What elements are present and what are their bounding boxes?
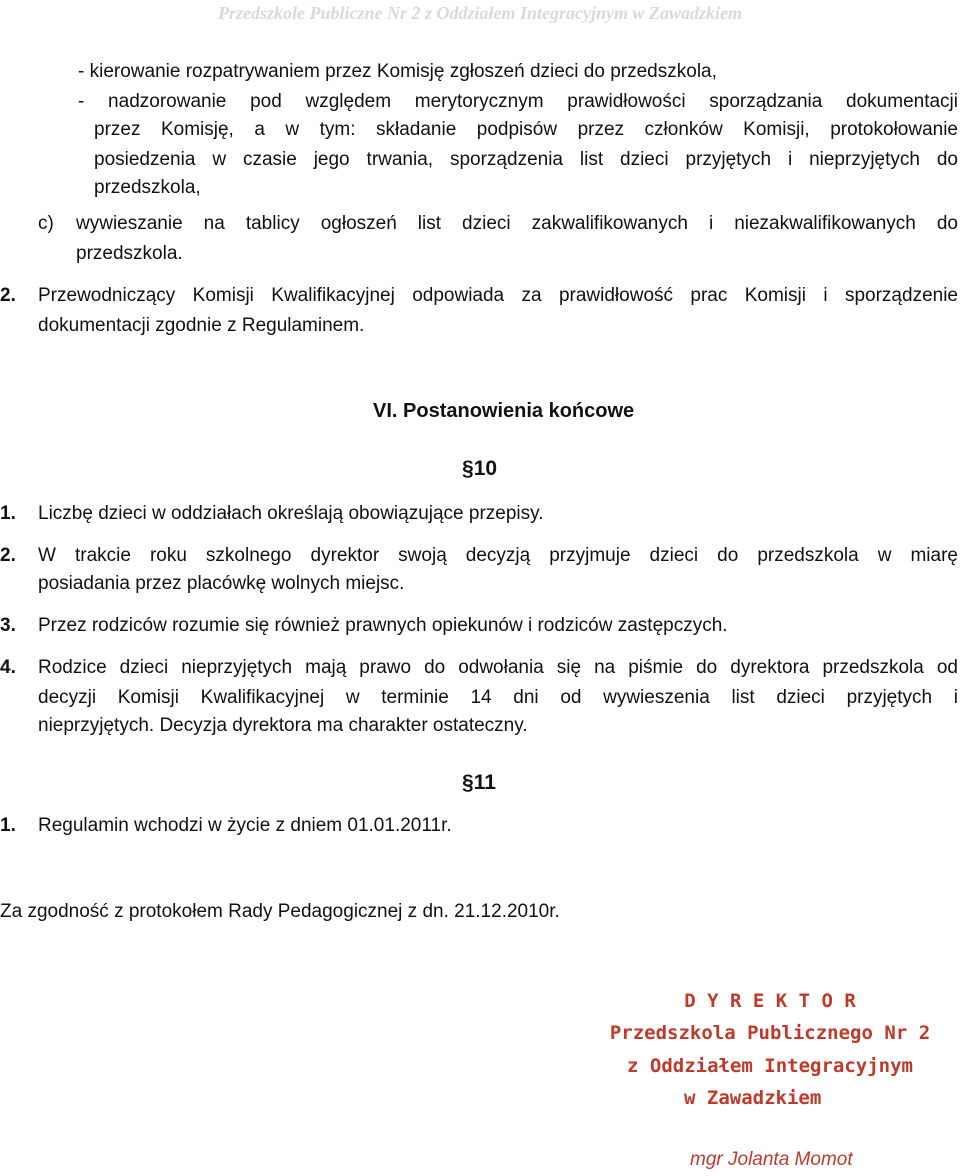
para10-item-3-number: 3. [0, 615, 16, 636]
intro-item-2: - nadzorowanie pod względem merytorycznym prawidłowości sporządzania dokumentacji [78, 91, 958, 112]
paragraph-number: 11 [473, 771, 496, 794]
intro-item-1: - kierowanie rozpatrywaniem przez Komisję zgłoszeń dzieci do przedszkola, [78, 61, 717, 82]
para10-item-2-line-1: W trakcie roku szkolnego dyrektor swoją decyzją przyjmuje dzieci do przedszkola w miarę [38, 545, 958, 566]
paragraph-11-heading [462, 770, 496, 796]
para10-item-2-line-2: posiadania przez placówkę wolnych miejsc. [38, 573, 405, 594]
intro-item-2-cont-3: przedszkola, [94, 177, 201, 198]
item-2-number: 2. [0, 285, 16, 306]
page-header: Przedszkole Publiczne Nr 2 z Oddziałem Integracyjnym w Zawadzkiem [218, 3, 742, 23]
intro-item-2-cont-2: posiedzenia w czasie jego trwania, sporządzenia list dzieci przyjętych i nieprzyjętych do [94, 149, 958, 170]
paragraph-symbol: § [462, 457, 474, 480]
para10-item-4-line-3: nieprzyjętych. Decyzja dyrektora ma charakter ostateczny. [38, 715, 528, 736]
para10-item-4-line-2: decyzji Komisji Kwalifikacyjnej w terminie 14 dni od wywieszenia list dzieci przyjętych i [38, 687, 958, 708]
para11-item-1-number: 1. [0, 815, 16, 836]
para10-item-4-line-1: Rodzice dzieci nieprzyjętych mają prawo do odwołania się na piśmie do dyrektora przedszkola od [38, 657, 958, 678]
director-title: D Y R E K T O R [684, 990, 856, 1012]
para10-item-1-number: 1. [0, 503, 16, 524]
director-signature: mgr Jolanta Momot [690, 1149, 853, 1170]
paragraph-number: 10 [473, 457, 498, 480]
section-title: VI. Postanowienia końcowe [373, 400, 635, 422]
director-line-2: z Oddziałem Integracyjnym [627, 1055, 913, 1077]
para10-item-2-number: 2. [0, 545, 16, 566]
director-line-1: Przedszkola Publicznego Nr 2 [609, 1022, 931, 1044]
para10-item-1-line-1: Liczbę dzieci w oddziałach określają obowiązujące przepisy. [38, 503, 544, 524]
conformity-statement: Za zgodność z protokołem Rady Pedagogicznej z dn. 21.12.2010r. [0, 901, 560, 922]
paragraph-10-heading [462, 456, 497, 482]
paragraph-symbol: § [462, 771, 474, 794]
intro-item-2-cont-1: przez Komisję, a w tym: składanie podpisów przez członków Komisji, protokołowanie [94, 119, 958, 140]
item-c-marker: c) [38, 213, 54, 234]
para10-item-4-number: 4. [0, 657, 16, 678]
para11-item-1-line-1: Regulamin wchodzi w życie z dniem 01.01.2011r. [38, 815, 452, 836]
item-2-line-1: Przewodniczący Komisji Kwalifikacyjnej odpowiada za prawidłowość prac Komisji i sporządzenie [38, 285, 958, 306]
para10-item-3-line-1: Przez rodziców rozumie się również prawnych opiekunów i rodziców zastępczych. [38, 615, 728, 636]
item-c-line-1: wywieszanie na tablicy ogłoszeń list dzieci zakwalifikowanych i niezakwalifikowanych do [76, 213, 958, 234]
item-c-line-2: przedszkola. [76, 243, 183, 264]
director-line-3: w Zawadzkiem [684, 1087, 822, 1109]
item-2-line-2: dokumentacji zgodnie z Regulaminem. [38, 315, 365, 336]
